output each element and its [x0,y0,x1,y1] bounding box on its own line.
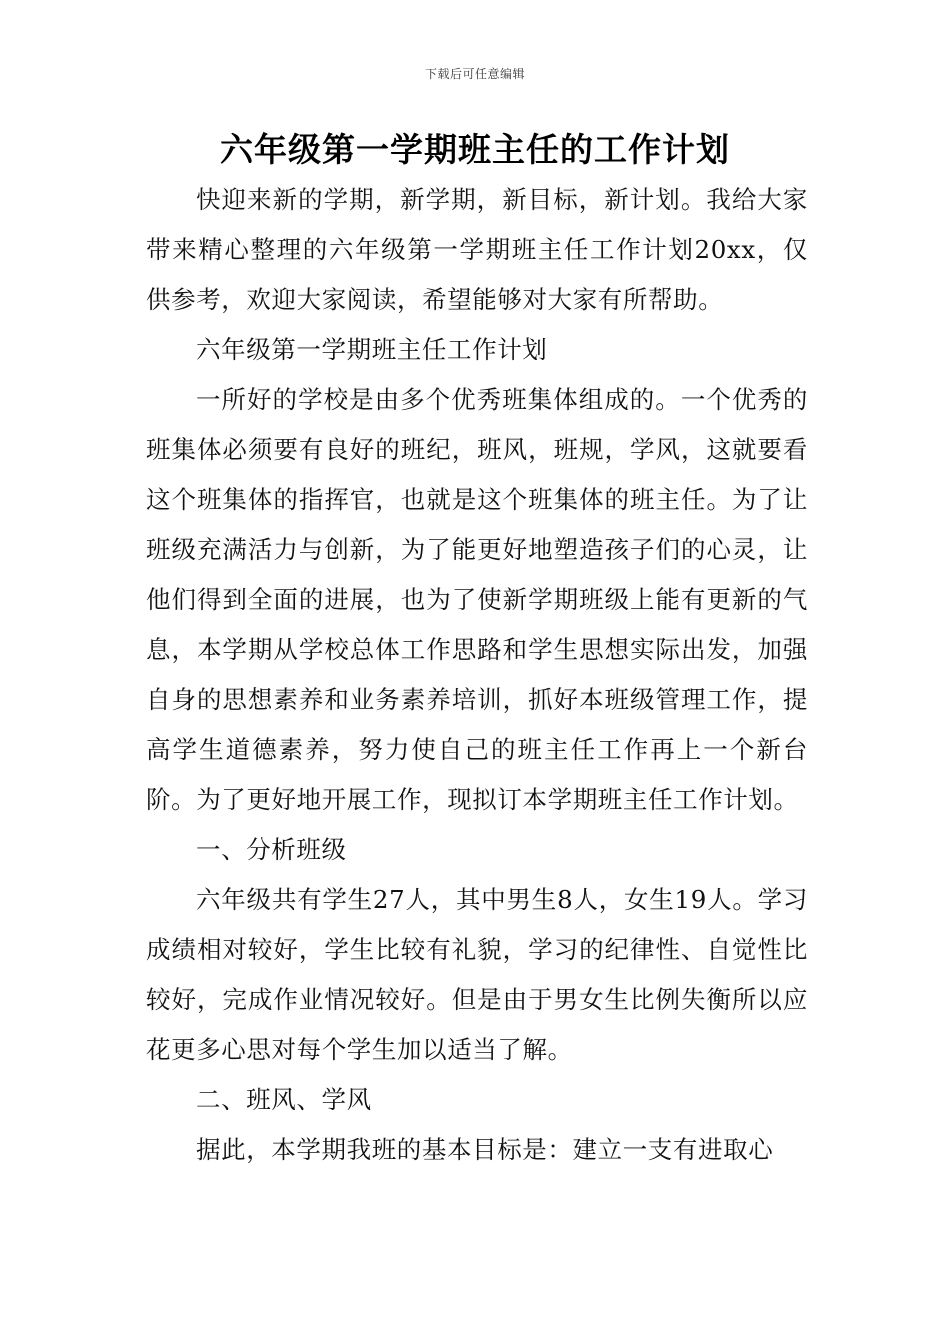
document-title: 六年级第一学期班主任的工作计划 [220,130,730,169]
section-heading-class-style: 二、班风、学风 [196,1085,372,1114]
paragraph-class-analysis: 六年级共有学生27人，其中男生8人，女生19人。学习成绩相对较好，学生比较有礼貌，学习的纪律性、自觉性比较好，完成作业情况较好。但是由于男女生比例失衡所以应花更多心思对每个学生加以适当了解。 [146,885,808,1064]
paragraph-intro: 快迎来新的学期，新学期，新目标，新计划。我给大家带来精心整理的六年级第一学期班主任工作计划20xx，仅供参考，欢迎大家阅读，希望能够对大家有所帮助。 [146,185,808,314]
paragraph-overview: 一所好的学校是由多个优秀班集体组成的。一个优秀的班集体必须要有良好的班纪，班风，班规，学风，这就要看这个班集体的指挥官，也就是这个班集体的班主任。为了让班级充满活力与创新，为了能更好地塑造孩子们的心灵，让他们得到全面的进展，也为了使新学期班级上能有更新的气息，本学期从学校总体工作思路和学生思想实际出发，加强自身的思想素养和业务素养培训，抓好本班级管理工作，提高学生道德素养，努力使自己的班主任工作再上一个新台阶。为了更好地开展工作，现拟订本学期班主任工作计划。 [146,385,808,814]
section-heading-class-analysis: 一、分析班级 [196,835,347,864]
paragraph-subtitle: 六年级第一学期班主任工作计划 [196,335,548,364]
header-note: 下载后可任意编辑 [424,67,525,81]
paragraph-goals: 据此，本学期我班的基本目标是：建立一支有进取心 [196,1135,774,1164]
document-body [146,175,808,1175]
